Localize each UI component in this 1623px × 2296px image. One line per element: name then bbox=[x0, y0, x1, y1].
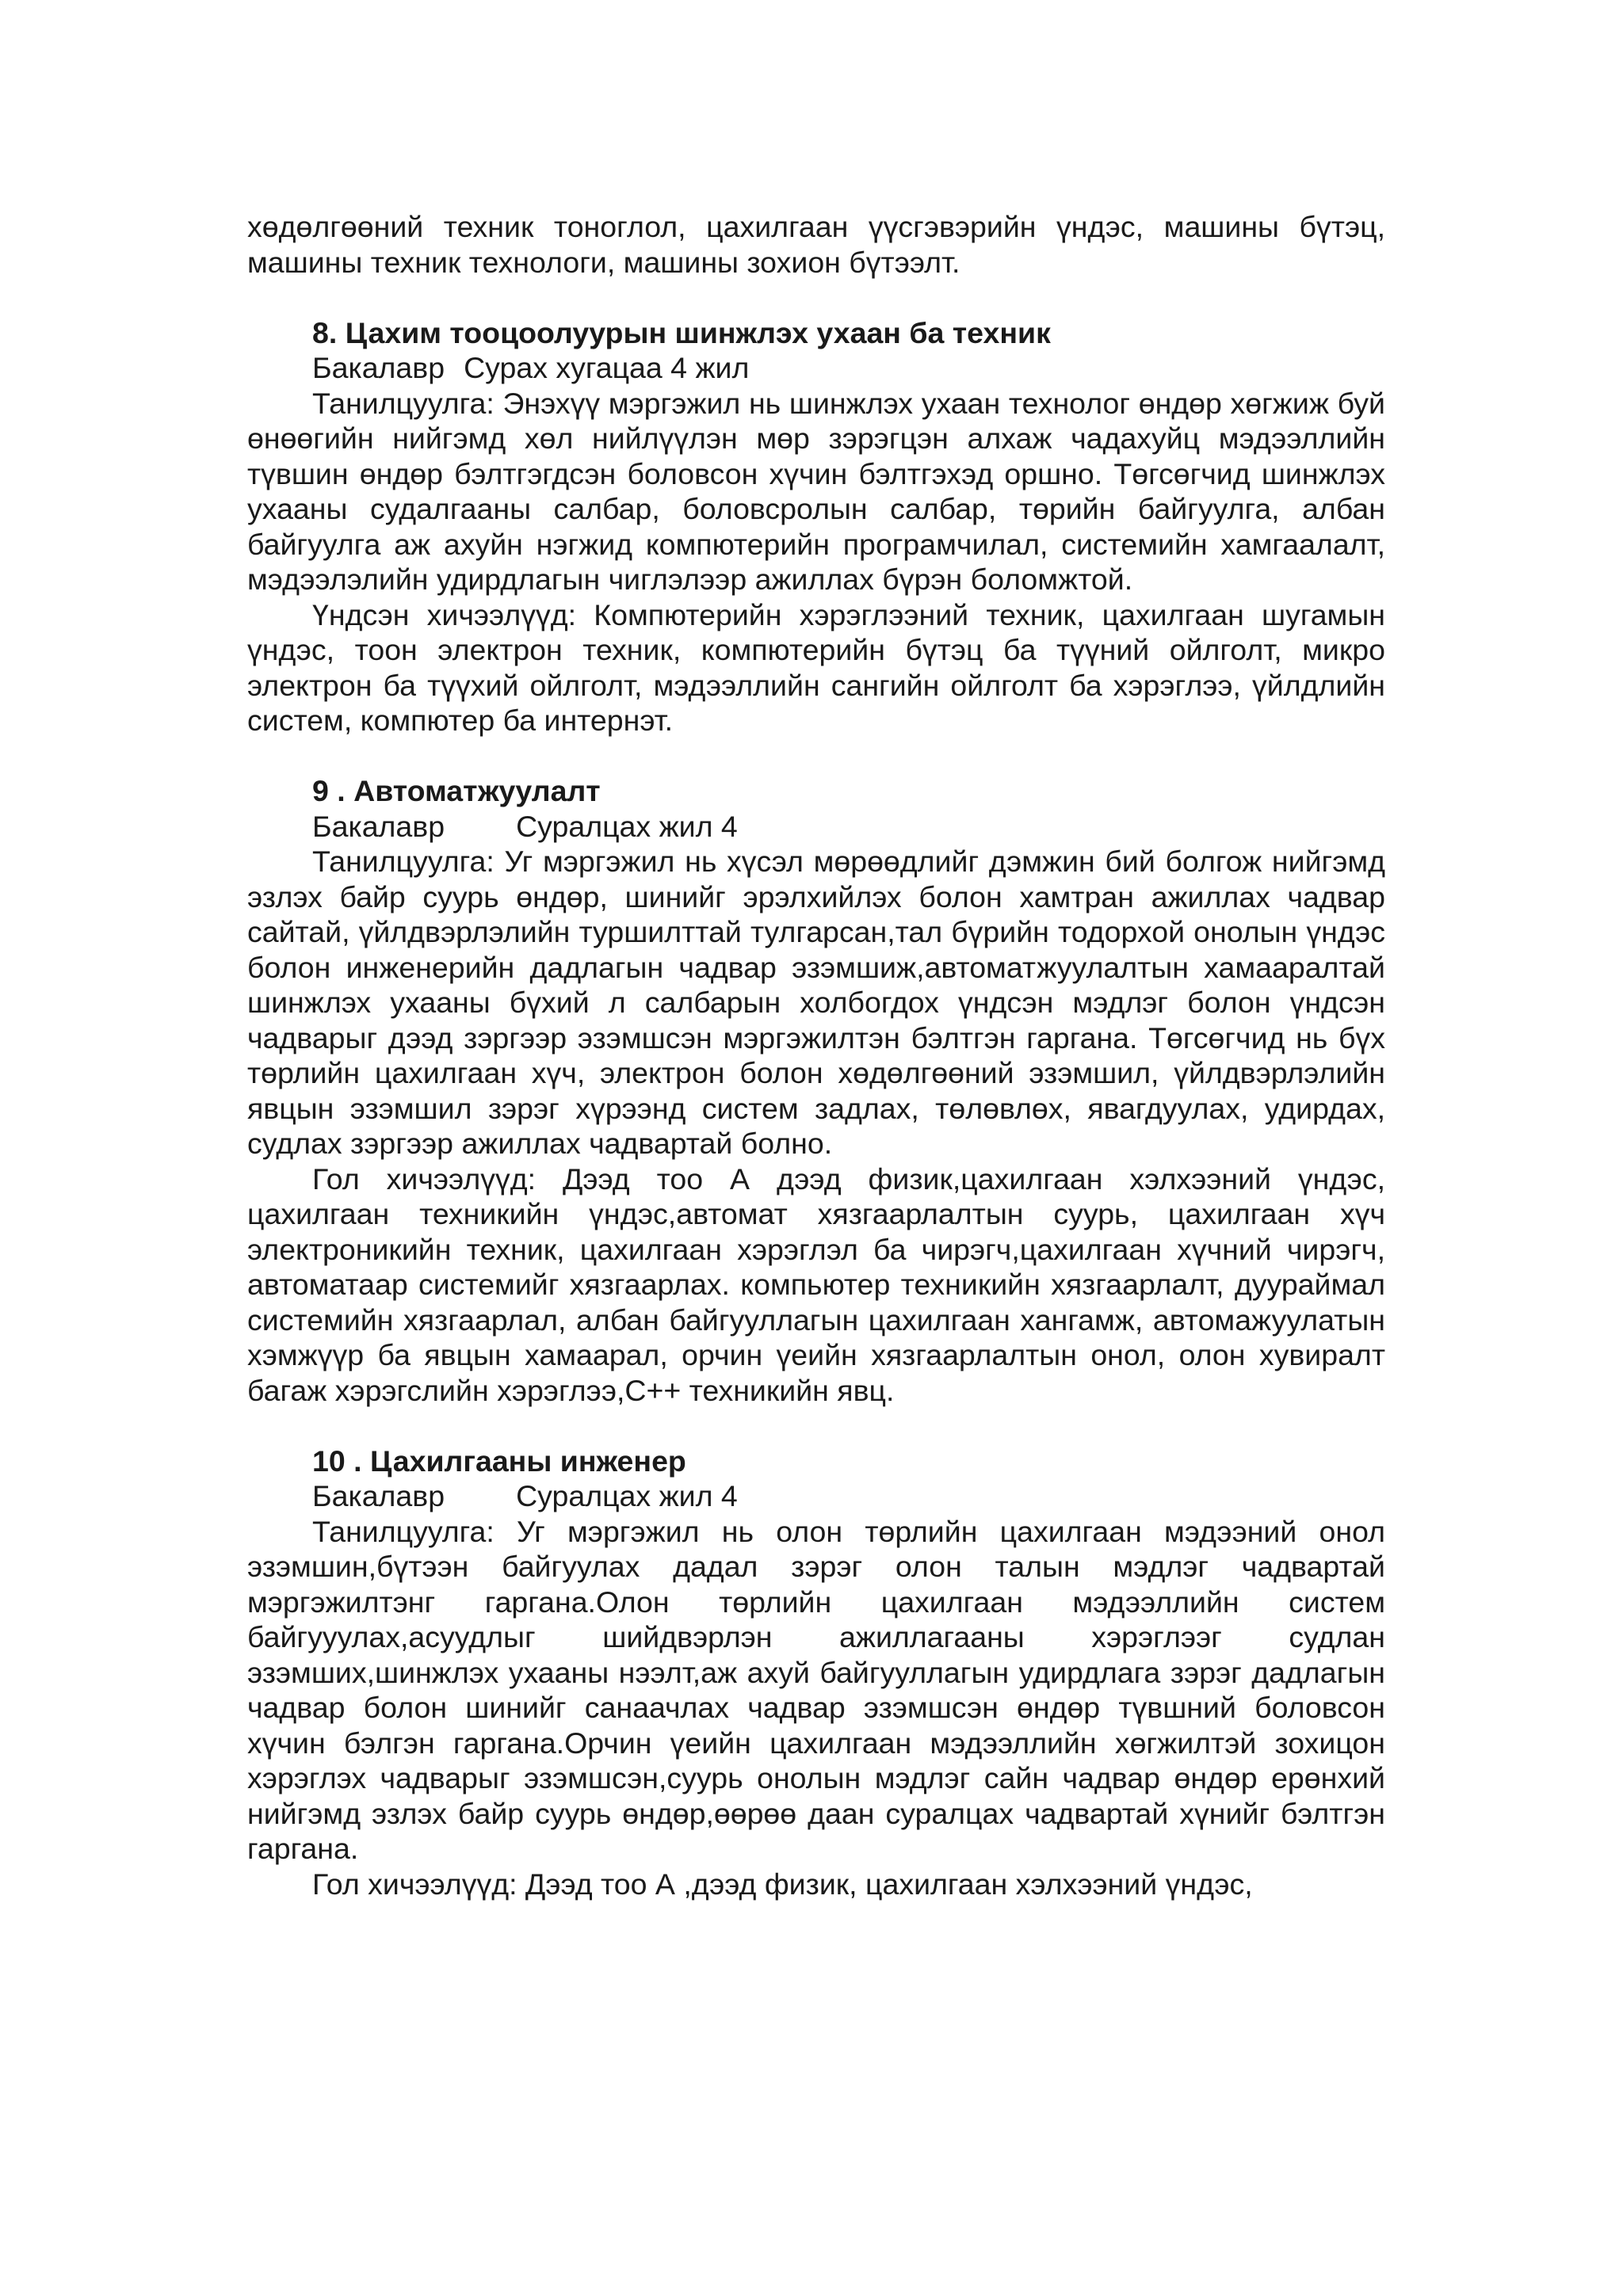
section-intro-paragraph: Танилцуулга: Уг мэргэжил нь хүсэл мөрөөдлийг дэмжин бий болгож нийгэмд эзлэх байр суурь өндөр, шинийг эрэлхийлэх болон хамтран ажиллах чадвар сайтай, үйлдвэрлэлийн туршилттай тулгарсан,тал бүрийн тодорхой онолын үндэс болон инженерийн дадлагын чадвар эзэмшиж,автоматжуулалтын хамааралтай шинжлэх ухааны бүхий л салбарын холбогдох үндсэн мэдлэг болон үндсэн чадварыг дээд зэргээр эзэмшсэн мэргэжилтэн бэлтгэн гаргана. Төгсөгчид нь бүх төрлийн цахилгаан хүч, электрон болон хөдөлгөөний эзэмшил, үйлдвэрлэлийн явцын эзэмшил зэрэг хүрээнд систем задлах, төлөвлөх, явагдуулах, удирдах, судлах зэргээр ажиллах чадвартай болно. bbox=[247, 845, 1385, 1160]
section-meta bbox=[247, 809, 1385, 845]
degree-label: Бакалавр bbox=[312, 809, 445, 843]
section-subjects-paragraph: Үндсэн хичээлүүд: Компютерийн хэрэглээний техник, цахилгаан шугамын үндэс, тоон электрон техник, компютерийн бүтэц ба түүний ойлголт, микро электрон ба түүхий ойлголт, мэдээллийн сангийн ойлголт ба хэрэглээ, үйлдлийн систем, компютер ба интернэт. bbox=[247, 597, 1385, 737]
document-page bbox=[247, 209, 1385, 1901]
degree-label: Бакалавр bbox=[312, 1479, 445, 1512]
section-title: 10 . Цахилгааны инженер bbox=[312, 1444, 686, 1478]
duration-label: Сурах хугацаа 4 жил bbox=[464, 351, 750, 384]
section-meta bbox=[247, 350, 1385, 386]
section-automation bbox=[247, 773, 1385, 1408]
degree-label: Бакалавр bbox=[312, 351, 445, 384]
section-computer-science bbox=[247, 315, 1385, 738]
intro-paragraph: хөдөлгөөний техник тоноглол, цахилгаан үүсгэвэрийн үндэс, машины бүтэц, машины техник технологи, машины зохион бүтээлт. bbox=[247, 210, 1385, 279]
section-title: 8. Цахим тооцоолуурын шинжлэх ухаан ба техник bbox=[312, 315, 1051, 349]
section-intro-paragraph: Танилцуулга: Энэхүү мэргэжил нь шинжлэх ухаан технолог өндөр хөгжиж буй өнөөгийн нийгэмд хөл нийлүүлэн мөр зэрэгцэн алхаж чадахуйц мэдээллийн түвшин өндөр бэлтгэгдсэн боловсон хүчин бэлтгэхэд оршно. Төгсөгчид шинжлэх ухааны судалгааны салбар, боловсролын салбар, төрийн байгуулга, албан байгуулга аж ахуйн нэгжид компютерийн програмчилал, системийн хамгаалалт, мэдээлэлийн удирдлагын чиглэлээр ажиллах бүрэн боломжтой. bbox=[247, 386, 1385, 596]
section-title: 9 . Автоматжуулалт bbox=[312, 774, 601, 807]
duration-label: Суралцах жил 4 bbox=[516, 1479, 738, 1512]
section-meta bbox=[247, 1478, 1385, 1514]
section-subjects-paragraph: Гол хичээлүүд: Дээд тоо А ,дээд физик, цахилгаан хэлхээний үндэс, bbox=[312, 1867, 1253, 1901]
section-subjects-paragraph: Гол хичээлүүд: Дээд тоо А дээд физик,цахилгаан хэлхээний үндэс, цахилгаан техникийн үндэс,автомат хязгаарлалтын суурь, цахилгаан хүч электроникийн техник, цахилгаан хэрэглэл ба чирэгч,цахилгаан хүчний чирэгч, автоматаар системийг хязгаарлах. компьютер техникийн хязгаарлалт, дуураймал системийн хязгаарлал, албан байгууллагын цахилгаан хангамж, автомажуулатын хэмжүүр ба явцын хамаарал, орчин үеийн хязгаарлалтын онол, олон хувиралт багаж хэрэгслийн хэрэглээ,С++ техникийн явц. bbox=[247, 1161, 1385, 1407]
duration-label: Суралцах жил 4 bbox=[516, 809, 738, 843]
section-intro-paragraph: Танилцуулга: Уг мэргэжил нь олон төрлийн цахилгаан мэдээний онол эзэмшин,бүтээн байгуулах дадал зэрэг олон талын мэдлэг чадвартай мэргэжилтэнг гаргана.Олон төрлийн цахилгаан мэдээллийн систем байгууулах,асуудлыг шийдвэрлэн ажиллагааны хэрэглээг судлан эзэмших,шинжлэх ухааны нээлт,аж ахуй байгууллагын удирдлага зэрэг дадлагын чадвар болон шинийг санаачлах чадвар эзэмшсэн өндөр түвшний боловсон хүчин бэлгэн гаргана.Орчин үеийн цахилгаан мэдээллийн хөгжилтэй зохицон хэрэглэх чадварыг эзэмшсэн,суурь онолын мэдлэг сайн чадвар өндөр ерөнхий нийгэмд эзлэх байр суурь өндөр,өөрөө даан суралцах чадвартай хүнийг бэлтгэн гаргана. bbox=[247, 1514, 1385, 1865]
section-electrical-engineering bbox=[247, 1444, 1385, 1902]
